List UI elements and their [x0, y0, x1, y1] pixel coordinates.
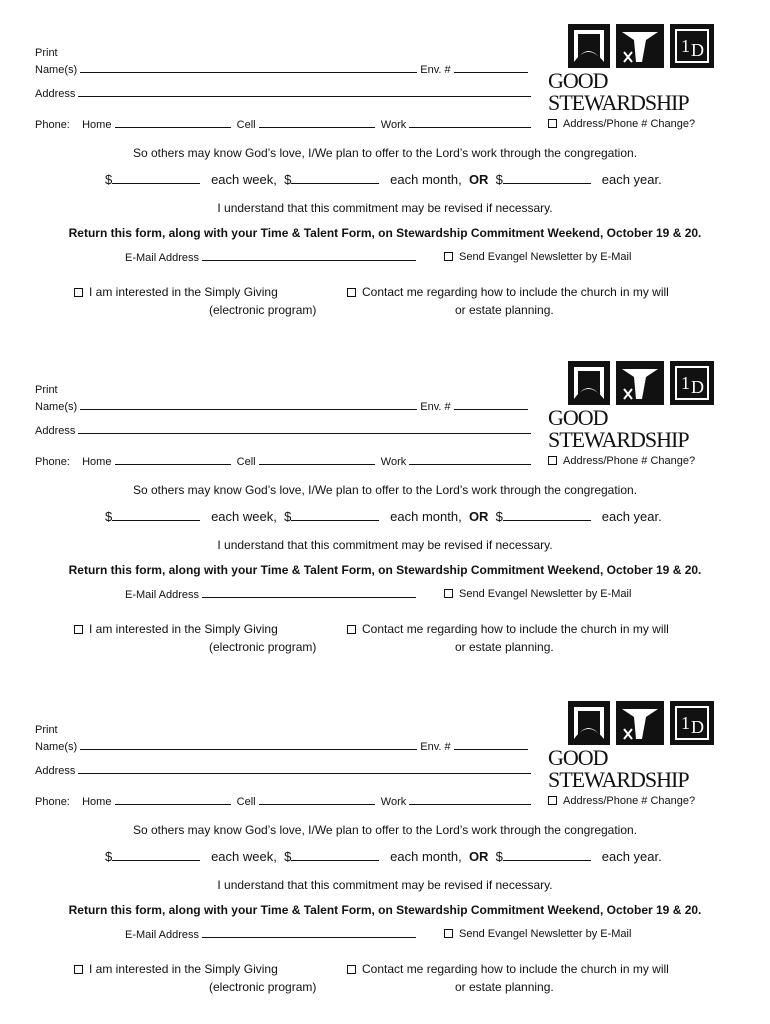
address-change-option[interactable] — [548, 117, 695, 131]
each-month-label: each month, — [390, 509, 462, 524]
address-change-label: Address/Phone # Change? — [563, 455, 696, 467]
simply-giving-checkbox[interactable] — [74, 288, 83, 297]
work-phone-field[interactable] — [409, 794, 531, 805]
simply-giving-option[interactable] — [74, 285, 278, 299]
email-label: E-Mail Address — [125, 252, 199, 264]
logo-text: GOOD STEWARDSHIP — [548, 405, 689, 452]
will-label-2: or estate planning. — [455, 303, 554, 317]
each-week-label: each week, — [211, 849, 277, 864]
will-option[interactable] — [347, 962, 669, 976]
work-phone-field[interactable] — [409, 117, 531, 128]
env-field[interactable] — [454, 739, 528, 750]
home-label: Home — [82, 119, 112, 131]
address-field[interactable] — [78, 763, 531, 774]
svg-text:1: 1 — [681, 713, 690, 733]
will-label: Contact me regarding how to include the church in my will — [362, 285, 669, 299]
simply-giving-checkbox[interactable] — [74, 965, 83, 974]
simply-giving-label: I am interested in the Simply Giving — [89, 962, 278, 976]
phone-row — [35, 454, 531, 469]
address-label: Address — [35, 88, 76, 100]
work-phone-field[interactable] — [409, 454, 531, 465]
env-field[interactable] — [454, 62, 528, 73]
simply-giving-option[interactable] — [74, 962, 278, 976]
revise-note: I understand that this commitment may be revised if necessary. — [217, 201, 553, 215]
simply-giving-option[interactable] — [74, 622, 278, 636]
print-label: Print — [35, 47, 58, 59]
names-field[interactable] — [80, 62, 417, 73]
work-label: Work — [380, 796, 407, 808]
dollar-sign: $ — [284, 172, 292, 187]
home-label: Home — [82, 456, 112, 468]
email-row — [125, 250, 416, 265]
pledge-amounts-row — [105, 173, 662, 187]
or-label: OR — [468, 849, 489, 864]
good-stewardship-logo — [548, 699, 748, 792]
email-label: E-Mail Address — [125, 589, 199, 601]
each-week-label: each week, — [211, 509, 277, 524]
good-stewardship-logo — [548, 22, 748, 115]
will-label: Contact me regarding how to include the church in my will — [362, 962, 669, 976]
will-label-2: or estate planning. — [455, 640, 554, 654]
will-checkbox[interactable] — [347, 965, 356, 974]
will-label: Contact me regarding how to include the church in my will — [362, 622, 669, 636]
stewardship-emblem-icon — [568, 359, 718, 407]
svg-text:1: 1 — [681, 36, 690, 56]
cell-label: Cell — [236, 119, 256, 131]
address-field[interactable] — [78, 423, 531, 434]
dollar-sign: $ — [284, 509, 292, 524]
return-note: Return this form, along with your Time & Talent Form, on Stewardship Commitment Weekend, October 19 & 20. — [68, 903, 702, 917]
address-change-label: Address/Phone # Change? — [563, 795, 696, 807]
simply-giving-label-2: (electronic program) — [209, 640, 317, 654]
names-label: Name(s) — [35, 741, 78, 753]
cell-phone-field[interactable] — [259, 117, 375, 128]
names-label: Name(s) — [35, 401, 78, 413]
revise-note: I understand that this commitment may be revised if necessary. — [217, 878, 553, 892]
svg-text:D: D — [691, 40, 704, 60]
address-change-option[interactable] — [548, 794, 695, 808]
dollar-sign: $ — [495, 172, 503, 187]
newsletter-option[interactable] — [444, 587, 631, 601]
or-label: OR — [468, 172, 489, 187]
monthly-amount-field[interactable] — [291, 850, 379, 861]
newsletter-option[interactable] — [444, 250, 631, 264]
or-label: OR — [468, 509, 489, 524]
names-row — [35, 399, 528, 414]
stewardship-emblem-icon — [568, 22, 718, 70]
weekly-amount-field[interactable] — [112, 850, 200, 861]
env-field[interactable] — [454, 399, 528, 410]
each-year-label: each year. — [601, 172, 662, 187]
svg-text:1: 1 — [681, 373, 690, 393]
newsletter-label: Send Evangel Newsletter by E-Mail — [459, 928, 632, 940]
names-row — [35, 739, 528, 754]
newsletter-checkbox[interactable] — [444, 589, 453, 598]
will-option[interactable] — [347, 622, 669, 636]
env-label: Env. # — [420, 401, 451, 413]
newsletter-checkbox[interactable] — [444, 252, 453, 261]
address-row — [35, 763, 531, 778]
pledge-form-3 — [0, 677, 770, 1007]
simply-giving-checkbox[interactable] — [74, 625, 83, 634]
svg-text:D: D — [691, 717, 704, 737]
dollar-sign: $ — [105, 849, 113, 864]
env-label: Env. # — [420, 741, 451, 753]
phone-label: Phone: — [35, 119, 70, 131]
return-note: Return this form, along with your Time & Talent Form, on Stewardship Commitment Weekend, October 19 & 20. — [68, 563, 702, 577]
newsletter-checkbox[interactable] — [444, 929, 453, 938]
pledge-form-2 — [0, 337, 770, 667]
each-year-label: each year. — [601, 849, 662, 864]
address-label: Address — [35, 765, 76, 777]
monthly-amount-field[interactable] — [291, 510, 379, 521]
newsletter-option[interactable] — [444, 927, 631, 941]
weekly-amount-field[interactable] — [112, 510, 200, 521]
return-note: Return this form, along with your Time & Talent Form, on Stewardship Commitment Weekend, October 19 & 20. — [68, 226, 702, 240]
print-label: Print — [35, 724, 58, 736]
names-label: Name(s) — [35, 64, 78, 76]
phone-label: Phone: — [35, 796, 70, 808]
address-field[interactable] — [78, 86, 531, 97]
email-field[interactable] — [202, 587, 416, 598]
newsletter-label: Send Evangel Newsletter by E-Mail — [459, 588, 632, 600]
email-field[interactable] — [202, 927, 416, 938]
revise-note: I understand that this commitment may be revised if necessary. — [217, 538, 553, 552]
good-stewardship-logo — [548, 359, 748, 452]
pledge-intro: So others may know God’s love, I/We plan to offer to the Lord’s work through the congregation. — [132, 483, 638, 497]
yearly-amount-field[interactable] — [503, 850, 591, 861]
email-row — [125, 927, 416, 942]
home-label: Home — [82, 796, 112, 808]
yearly-amount-field[interactable] — [503, 510, 591, 521]
each-month-label: each month, — [390, 172, 462, 187]
yearly-amount-field[interactable] — [503, 173, 591, 184]
env-label: Env. # — [420, 64, 451, 76]
phone-row — [35, 117, 531, 132]
email-field[interactable] — [202, 250, 416, 261]
dollar-sign: $ — [284, 849, 292, 864]
pledge-form-1 — [0, 0, 770, 330]
address-row — [35, 86, 531, 101]
work-label: Work — [380, 456, 407, 468]
email-label: E-Mail Address — [125, 929, 199, 941]
cell-phone-field[interactable] — [259, 454, 375, 465]
will-checkbox[interactable] — [347, 625, 356, 634]
logo-text: GOOD STEWARDSHIP — [548, 68, 689, 115]
stewardship-emblem-icon — [568, 699, 718, 747]
phone-row — [35, 794, 531, 809]
pledge-intro: So others may know God’s love, I/We plan to offer to the Lord’s work through the congregation. — [132, 146, 638, 160]
simply-giving-label-2: (electronic program) — [209, 303, 317, 317]
names-field[interactable] — [80, 739, 417, 750]
cell-phone-field[interactable] — [259, 794, 375, 805]
names-field[interactable] — [80, 399, 417, 410]
simply-giving-label: I am interested in the Simply Giving — [89, 622, 278, 636]
work-label: Work — [380, 119, 407, 131]
dollar-sign: $ — [495, 849, 503, 864]
address-label: Address — [35, 425, 76, 437]
logo-text: GOOD STEWARDSHIP — [548, 745, 689, 792]
phone-label: Phone: — [35, 456, 70, 468]
monthly-amount-field[interactable] — [291, 173, 379, 184]
address-change-checkbox[interactable] — [548, 119, 557, 128]
dollar-sign: $ — [105, 509, 113, 524]
svg-text:D: D — [691, 377, 704, 397]
names-row — [35, 62, 528, 77]
dollar-sign: $ — [105, 172, 113, 187]
address-row — [35, 423, 531, 438]
each-year-label: each year. — [601, 509, 662, 524]
dollar-sign: $ — [495, 509, 503, 524]
will-label-2: or estate planning. — [455, 980, 554, 994]
pledge-amounts-row — [105, 850, 662, 864]
cell-label: Cell — [236, 796, 256, 808]
will-checkbox[interactable] — [347, 288, 356, 297]
print-label: Print — [35, 384, 58, 396]
newsletter-label: Send Evangel Newsletter by E-Mail — [459, 251, 632, 263]
cell-label: Cell — [236, 456, 256, 468]
each-month-label: each month, — [390, 849, 462, 864]
address-change-option[interactable] — [548, 454, 695, 468]
each-week-label: each week, — [211, 172, 277, 187]
weekly-amount-field[interactable] — [112, 173, 200, 184]
address-change-checkbox[interactable] — [548, 456, 557, 465]
email-row — [125, 587, 416, 602]
address-change-label: Address/Phone # Change? — [563, 118, 696, 130]
home-phone-field[interactable] — [115, 454, 231, 465]
simply-giving-label-2: (electronic program) — [209, 980, 317, 994]
home-phone-field[interactable] — [115, 117, 231, 128]
pledge-amounts-row — [105, 510, 662, 524]
will-option[interactable] — [347, 285, 669, 299]
address-change-checkbox[interactable] — [548, 796, 557, 805]
simply-giving-label: I am interested in the Simply Giving — [89, 285, 278, 299]
pledge-intro: So others may know God’s love, I/We plan to offer to the Lord’s work through the congregation. — [132, 823, 638, 837]
home-phone-field[interactable] — [115, 794, 231, 805]
